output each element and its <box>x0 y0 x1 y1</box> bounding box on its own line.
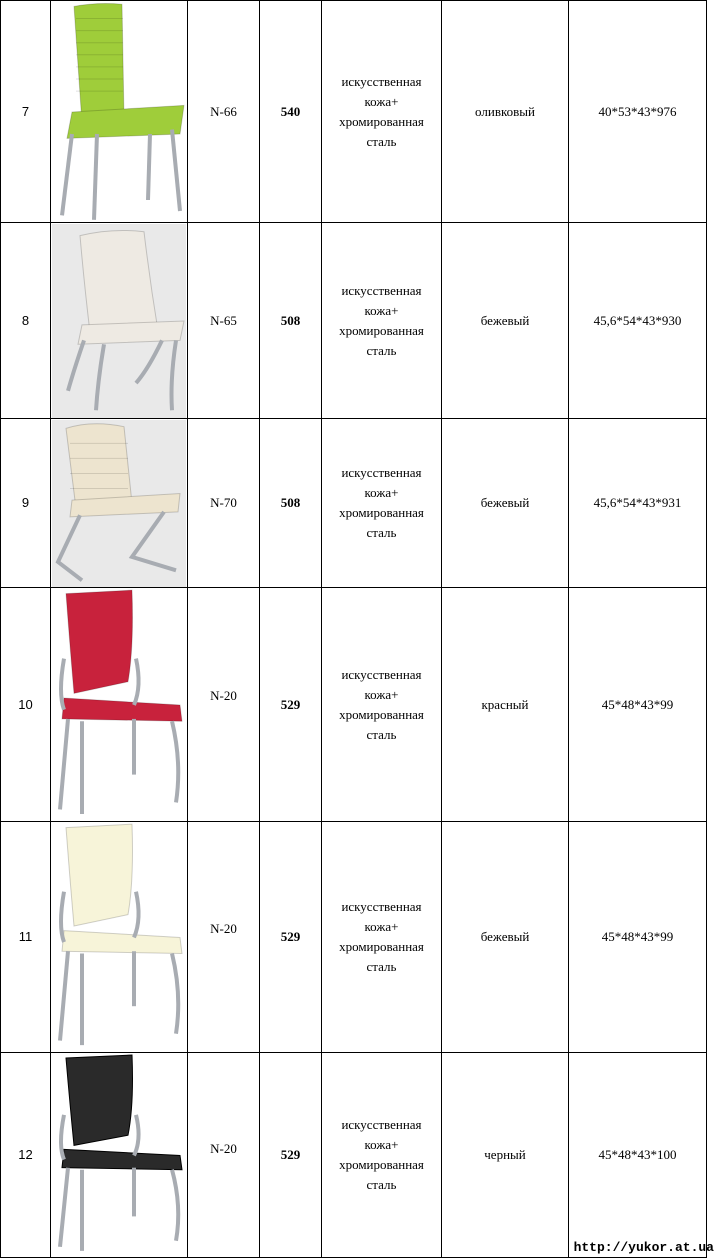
material-line: хромированная <box>339 939 424 954</box>
material <box>322 588 442 822</box>
color-name: бежевый <box>442 419 569 588</box>
color-name: красный <box>442 588 569 822</box>
olive-green-chair-photo <box>52 2 186 222</box>
dimensions: 40*53*43*976 <box>569 1 707 223</box>
material-line: кожа+ <box>364 1137 399 1152</box>
material-line: кожа+ <box>364 485 399 500</box>
material-line: сталь <box>366 1177 397 1192</box>
table-row <box>1 419 707 588</box>
model-code: N-70 <box>188 419 260 588</box>
table-row <box>1 1 707 223</box>
table-row <box>1 588 707 822</box>
footer-url[interactable]: http://yukor.at.ua <box>573 1240 714 1255</box>
material-line: сталь <box>366 133 397 149</box>
model-code: N-20 <box>188 588 260 822</box>
material-line: искусственная <box>341 899 422 914</box>
material-line: кожа+ <box>364 302 399 318</box>
row-number: 11 <box>1 822 51 1053</box>
material <box>322 419 442 588</box>
dimensions: 45*48*43*100 <box>569 1053 707 1258</box>
product-rows <box>1 1 707 1258</box>
color-name: бежевый <box>442 223 569 419</box>
model-code: N-20 <box>188 822 260 1053</box>
material-line: сталь <box>366 959 397 974</box>
white-beige-chair-photo <box>52 224 186 418</box>
price: 508 <box>260 223 322 419</box>
material-line: кожа+ <box>364 686 399 702</box>
chair-photo <box>51 1053 188 1258</box>
dimensions: 45*48*43*99 <box>569 588 707 822</box>
material-line: сталь <box>366 726 397 742</box>
material-line: хромированная <box>339 322 424 338</box>
price: 529 <box>260 1053 322 1258</box>
chair-photo <box>51 588 188 822</box>
row-number: 12 <box>1 1053 51 1258</box>
color-name: бежевый <box>442 822 569 1053</box>
material-line: искусственная <box>341 465 422 480</box>
material-line: хромированная <box>339 505 424 520</box>
beige-chair-photo <box>52 420 186 587</box>
material-line: хромированная <box>339 706 424 722</box>
chair-photo <box>51 822 188 1053</box>
chair-photo <box>51 419 188 588</box>
chair-photo <box>51 1 188 223</box>
table-row <box>1 1053 707 1258</box>
material-line: хромированная <box>339 113 424 129</box>
material-line: хромированная <box>339 1157 424 1172</box>
model-code: N-65 <box>188 223 260 419</box>
price: 508 <box>260 419 322 588</box>
model-code: N-66 <box>188 1 260 223</box>
row-number: 7 <box>1 1 51 223</box>
row-number: 9 <box>1 419 51 588</box>
material-line: сталь <box>366 525 397 540</box>
color-name: оливковый <box>442 1 569 223</box>
material <box>322 822 442 1053</box>
price: 540 <box>260 1 322 223</box>
material <box>322 223 442 419</box>
material-line: искусственная <box>341 73 422 89</box>
table-row <box>1 822 707 1053</box>
dimensions: 45*48*43*99 <box>569 822 707 1053</box>
chair-photo <box>51 223 188 419</box>
price: 529 <box>260 588 322 822</box>
material <box>322 1053 442 1258</box>
black-chair-photo <box>52 1054 186 1257</box>
cream-chair-photo <box>52 823 186 1052</box>
material-line: кожа+ <box>364 93 399 109</box>
red-chair-photo <box>52 589 186 821</box>
table-row <box>1 223 707 419</box>
material-line: кожа+ <box>364 919 399 934</box>
material-line: искусственная <box>341 666 422 682</box>
material-line: искусственная <box>341 1117 422 1132</box>
material-line: искусственная <box>341 282 422 298</box>
material <box>322 1 442 223</box>
model-code: N-20 <box>188 1053 260 1258</box>
color-name: черный <box>442 1053 569 1258</box>
row-number: 10 <box>1 588 51 822</box>
price: 529 <box>260 822 322 1053</box>
row-number: 8 <box>1 223 51 419</box>
dimensions: 45,6*54*43*930 <box>569 223 707 419</box>
dimensions: 45,6*54*43*931 <box>569 419 707 588</box>
material-line: сталь <box>366 342 397 358</box>
